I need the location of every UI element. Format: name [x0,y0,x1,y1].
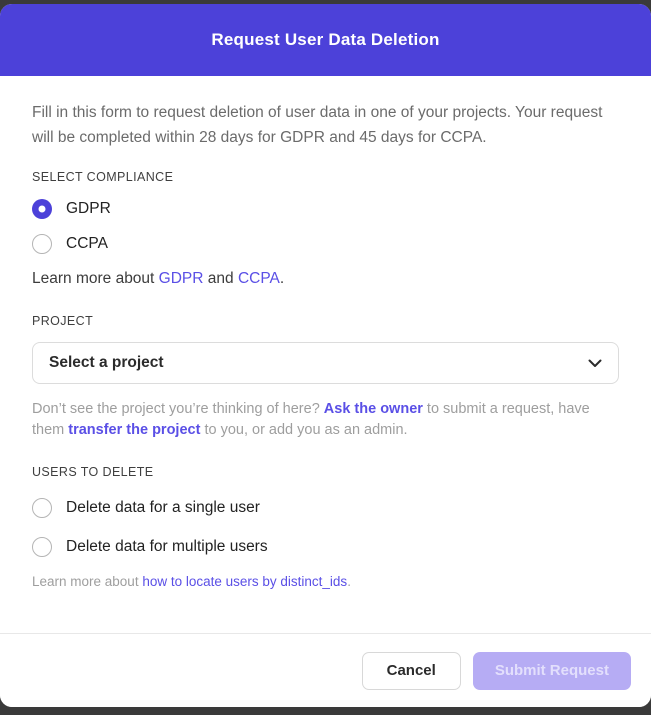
distinct-ids-link[interactable]: how to locate users by distinct_ids [142,574,348,589]
radio-multiple-users-icon[interactable] [32,537,52,557]
submit-request-button[interactable]: Submit Request [473,652,631,690]
radio-option-ccpa[interactable] [32,234,619,254]
radio-option-multiple-users[interactable] [32,537,619,557]
radio-option-gdpr[interactable] [32,199,619,219]
radio-ccpa-icon[interactable] [32,234,52,254]
gdpr-link[interactable]: GDPR [158,270,204,287]
intro-text: Fill in this form to request deletion of user data in one of your projects. Your request will be completed within 28 days for GDPR and 45 days for CCPA. [32,104,603,146]
radio-multiple-users-label: Delete data for multiple users [66,538,268,555]
chevron-down-icon [588,359,602,368]
data-deletion-modal [0,4,651,707]
users-help-suffix: . [347,574,351,589]
learn-more-middle: and [203,270,238,287]
radio-gdpr-label: GDPR [66,200,111,217]
ccpa-link[interactable]: CCPA [237,270,280,287]
users-radio-group [32,498,619,557]
project-section-label: PROJECT [32,314,94,328]
project-help-part2: to submit a request, have them [32,401,590,438]
users-help-text [32,574,619,589]
modal-body [0,76,651,633]
radio-single-user-label: Delete data for a single user [66,499,260,516]
project-select[interactable] [32,342,619,384]
radio-single-user-icon[interactable] [32,498,52,518]
cancel-button[interactable]: Cancel [362,652,461,690]
modal-footer [0,633,651,707]
compliance-section-label: SELECT COMPLIANCE [32,170,174,184]
project-help-part1: Don’t see the project you’re thinking of here? [32,401,324,417]
radio-option-single-user[interactable] [32,498,619,518]
transfer-the-project-link[interactable]: transfer the project [68,422,201,438]
radio-gdpr-icon[interactable] [32,199,52,219]
modal-header [0,4,651,76]
project-select-value: Select a project [49,354,164,371]
modal-title: Request User Data Deletion [211,30,440,49]
learn-more-prefix: Learn more about [32,270,159,287]
ask-the-owner-link[interactable]: Ask the owner [323,401,423,417]
compliance-learn-more [32,270,619,288]
radio-ccpa-label: CCPA [66,235,108,252]
project-help-part3: to you, or add you as an admin. [200,422,408,438]
users-help-prefix: Learn more about [32,574,143,589]
users-section-label: USERS TO DELETE [32,465,154,479]
learn-more-suffix: . [279,270,285,287]
project-help-text [32,399,619,441]
